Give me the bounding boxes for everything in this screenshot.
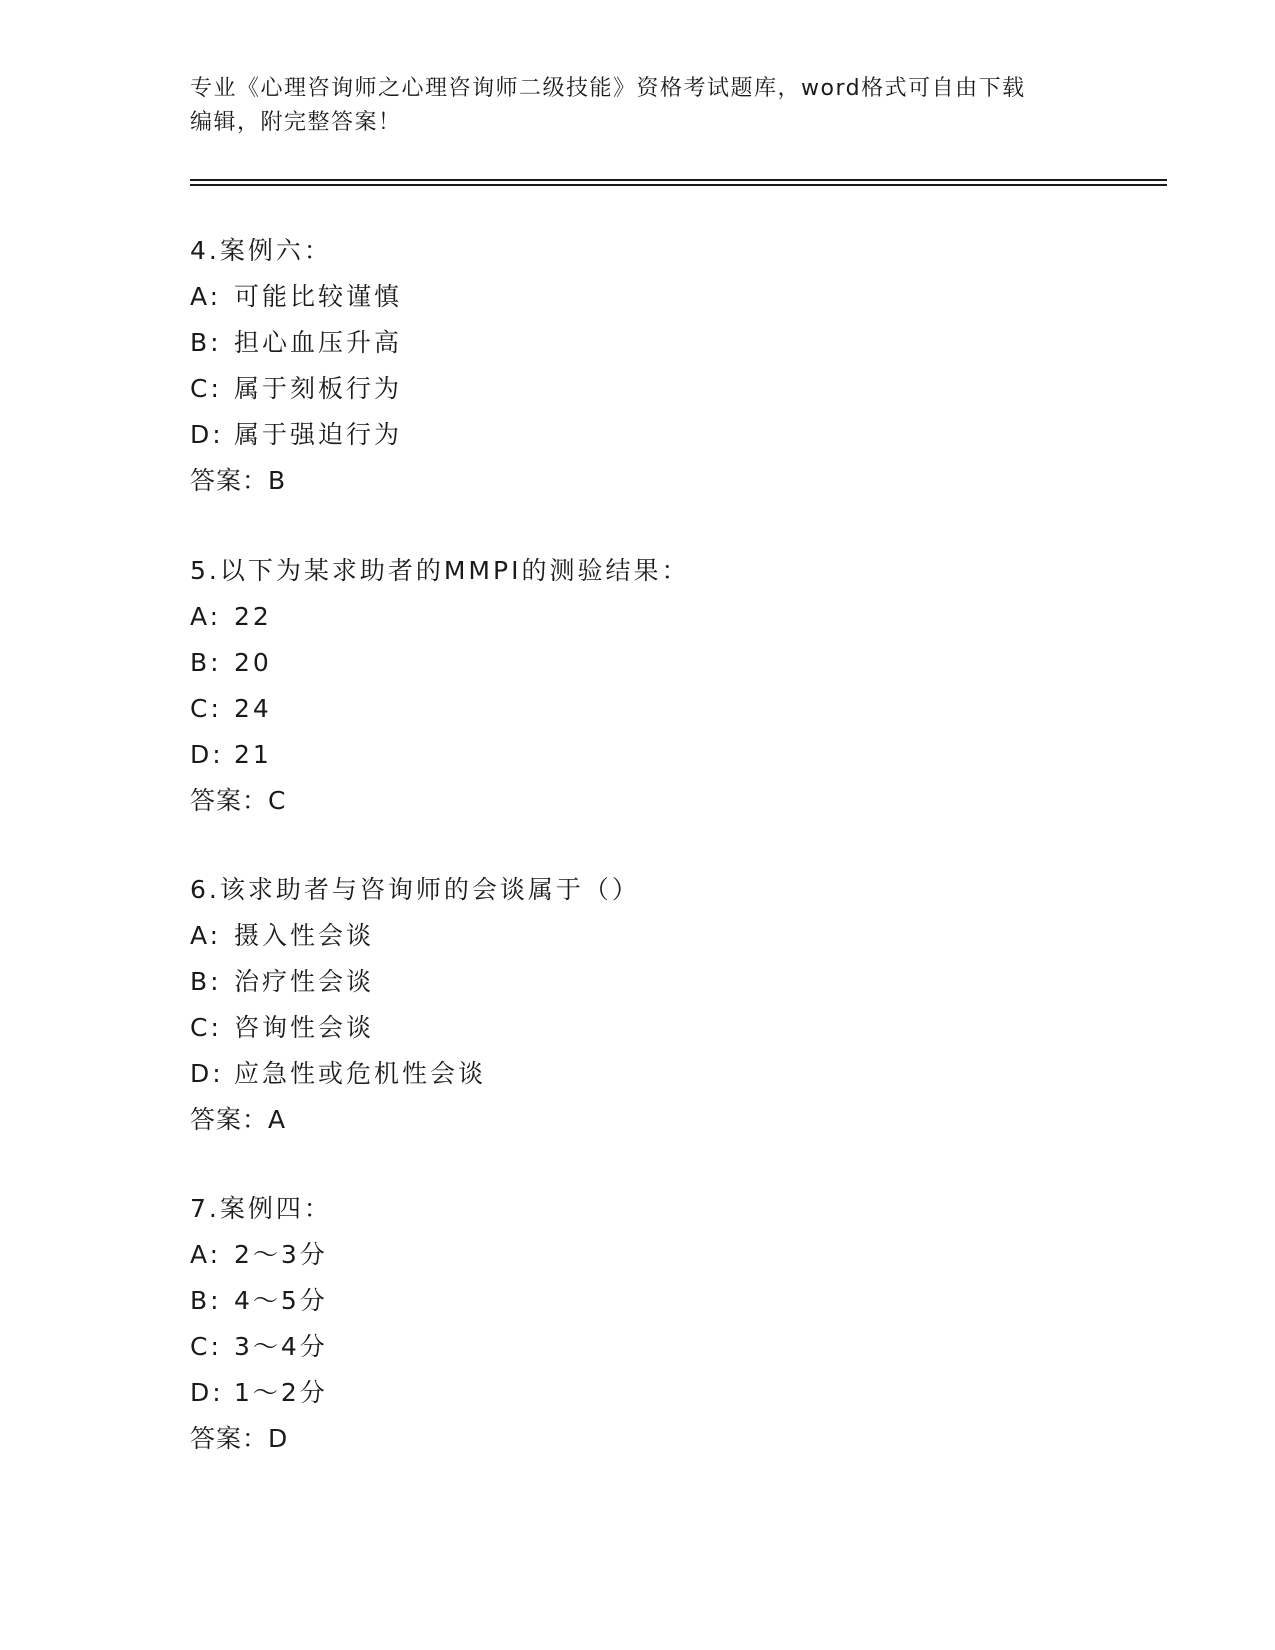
header-line-2: 编辑，附完整答案！: [190, 110, 402, 135]
option-d: [190, 412, 1090, 458]
answer-line: 答案：D: [190, 1424, 289, 1453]
option-b: [190, 640, 1090, 686]
option-text: 属于刻板行为: [234, 374, 403, 403]
option-b: [190, 320, 1090, 366]
option-key: D:: [190, 1378, 224, 1407]
option-text: 担心血压升高: [234, 328, 403, 357]
option-key: D:: [190, 1059, 224, 1088]
option-c: [190, 366, 1090, 412]
option-text: 属于强迫行为: [234, 420, 403, 449]
option-b: [190, 1278, 1090, 1324]
option-text: 1～2分: [234, 1378, 328, 1407]
option-key: B:: [190, 967, 222, 996]
option-text: 应急性或危机性会谈: [234, 1059, 487, 1088]
option-key: D:: [190, 740, 224, 769]
option-a: [190, 913, 1090, 959]
question-5: [190, 548, 1090, 824]
header-divider-top: [190, 179, 1167, 181]
answer-line: 答案：C: [190, 786, 287, 815]
question-stem: 4.案例六：: [190, 236, 332, 265]
option-d: [190, 1370, 1090, 1416]
answer-line: 答案：B: [190, 466, 287, 495]
option-key: A:: [190, 921, 222, 950]
option-text: 22: [234, 602, 272, 631]
option-a: [190, 594, 1090, 640]
option-key: A:: [190, 1240, 222, 1269]
option-text: 3～4分: [234, 1332, 328, 1361]
option-key: B:: [190, 648, 222, 677]
answer-line: 答案：A: [190, 1105, 287, 1134]
option-key: C:: [190, 1332, 222, 1361]
option-key: C:: [190, 374, 222, 403]
option-text: 可能比较谨慎: [234, 282, 403, 311]
option-text: 20: [234, 648, 272, 677]
option-d: [190, 732, 1090, 778]
question-7: [190, 1186, 1090, 1462]
option-text: 咨询性会谈: [234, 1013, 375, 1042]
option-text: 治疗性会谈: [234, 967, 375, 996]
option-c: [190, 1005, 1090, 1051]
option-text: 4～5分: [234, 1286, 328, 1315]
header-line-1: 专业《心理咨询师之心理咨询师二级技能》资格考试题库，word格式可自由下载: [190, 76, 1026, 101]
option-d: [190, 1051, 1090, 1097]
option-key: D:: [190, 420, 224, 449]
option-key: A:: [190, 282, 222, 311]
question-stem: 7.案例四：: [190, 1194, 332, 1223]
option-key: C:: [190, 694, 222, 723]
option-b: [190, 959, 1090, 1005]
option-key: A:: [190, 602, 222, 631]
option-text: 24: [234, 694, 272, 723]
option-text: 2～3分: [234, 1240, 328, 1269]
option-c: [190, 1324, 1090, 1370]
option-text: 摄入性会谈: [234, 921, 375, 950]
question-4: [190, 228, 1090, 504]
question-stem: 5.以下为某求助者的MMPI的测验结果：: [190, 556, 690, 585]
option-key: C:: [190, 1013, 222, 1042]
question-6: [190, 867, 1090, 1143]
option-key: B:: [190, 328, 222, 357]
option-text: 21: [234, 740, 272, 769]
option-c: [190, 686, 1090, 732]
option-a: [190, 274, 1090, 320]
question-stem: 6.该求助者与咨询师的会谈属于（）: [190, 875, 640, 904]
option-a: [190, 1232, 1090, 1278]
header-divider-bottom: [190, 184, 1167, 186]
document-header: [190, 72, 1090, 140]
option-key: B:: [190, 1286, 222, 1315]
